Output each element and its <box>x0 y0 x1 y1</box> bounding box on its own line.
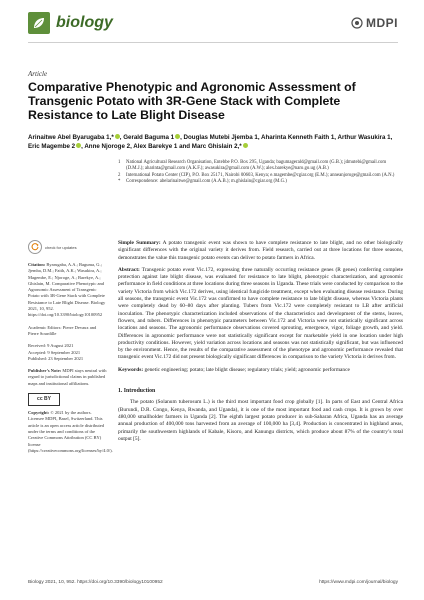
intro-paragraph: The potato (Solanum tuberosum L.) is the third most important food crop globally [1]. In parts of East and Central Africa (Burundi, D.R. Congo, Kenya, Rwanda, and Uganda), it is one of the most important food and cash crops. It is grown by over 480,000 smallholder farmers in Uganda [2]. The eighth largest potato producer in sub-Saharan Africa, Uganda has an average annual production of 400,000 tons harvested from an average of 100,000 ha [3,4]. Production is concentrated in highland areas, primarily the southwestern highlands of Kabale, Kisoro, and Kanungu districts, which produce about 87% of the country’s total output [5]. <box>118 399 403 442</box>
refresh-icon <box>28 240 42 254</box>
published-date: Published: 23 September 2021 <box>28 355 84 361</box>
section-heading: 1. Introduction <box>118 388 156 395</box>
footer-citation[interactable]: Biology 2021, 10, 952. https://doi.org/10.3390/biology10100952 <box>28 580 163 585</box>
author[interactable]: Arinaitwe Abel Byarugaba 1,* <box>28 134 114 141</box>
publisher-note: Publisher’s Note: MDPI stays neutral with regard to jurisdictional claims in published maps and institutional affiliations. <box>28 368 107 386</box>
check-updates-label: check for updates <box>45 244 77 250</box>
orcid-icon[interactable] <box>76 143 81 148</box>
page-footer <box>28 580 398 585</box>
journal-logo[interactable] <box>28 12 113 34</box>
publisher-logo[interactable] <box>351 16 398 30</box>
abstract: Abstract: Transgenic potato event Vic.172, expressing three naturally occurring resistance genes (R genes) conferring complete protection against late blight disease, was evaluated for resistance to late blight, phenotypic characterization, and agronomic performance in field conditions at three locations during three seasons in Uganda. These trials were conducted by comparison to the variety Victoria from which Vic.172 derives, using identical fungicide treatment, except when evaluating disease resistance. During all seasons, the transgenic event Vic.172 was confirmed to have complete resistance to late blight disease, whereas Victoria plants were completely dead by 60–80 days after planting. Tubers from Vic.172 were completely resistant to LB after artificial inoculation. The phenotypic characterization included observations of the characteristics and development of the stems, leaves, flowers, and tubers. Differences in phenotypic parameters between Vic.172 and Victoria were not statistically significant across locations and seasons. The agronomic performance observations covered sprouting, emergence, vigor, foliage growth, and yield. Differences in agronomic performance were not statistically significant except for marketable yield in one location under high productivity conditions. However, yield variation across locations and seasons was not statistically significant, but was influenced by the environment. Hence, the results of the comparative assessment of the phenotype and agronomic performance revealed that transgenic event Vic.172 did not present biologically significant differences in comparison to the variety Victoria it derives from. <box>118 266 403 361</box>
author[interactable]: Douglas Mutebi Jjemba 1 <box>183 134 258 141</box>
footer-journal-link[interactable]: https://www.mdpi.com/journal/biology <box>319 580 398 585</box>
journal-name: biology <box>56 14 113 31</box>
header-divider <box>28 42 398 43</box>
author[interactable]: Marc Ghislain 2,* <box>191 143 242 150</box>
cc-license-icon[interactable]: cc BY <box>28 393 60 406</box>
author-list: Arinaitwe Abel Byarugaba 1,* , Gerald Baguma 1 , Douglas Mutebi Jjemba 1, Aharinta Kenneth Faith 1, Arthur Wasukira 1, Eric Magembe 2 , Anne Njoroge 2, Alex Barekye 1 and Marc Ghislain 2,* <box>28 134 393 150</box>
article-sidebar <box>28 240 113 454</box>
author[interactable]: Eric Magembe 2 <box>28 143 76 150</box>
accepted-date: Accepted: 9 September 2021 <box>28 349 81 355</box>
author[interactable]: Arthur Wasukira 1 <box>337 134 391 141</box>
affiliations <box>118 160 403 185</box>
affiliation-item: 1 National Agricultural Research Organisation, Entebbe P.O. Box 295, Uganda; bagumagerald@gmail.com (G.B.); jdmutebi@gmail.com (D.M.J.); aharinta@gmail.com (A.K.F.); awasukira@gmail.com (A.W.); alex.barekye@naro.go.ug (A.B.) <box>118 160 387 172</box>
main-content <box>118 240 403 448</box>
orcid-icon[interactable] <box>115 134 120 139</box>
mdpi-icon <box>351 17 363 29</box>
author[interactable]: Gerald Baguma 1 <box>123 134 175 141</box>
article-title: Comparative Phenotypic and Agronomic Assessment of Transgenic Potato with 3R-Gene Stack with Complete Resistance to Late Blight Disease <box>28 80 356 122</box>
copyright-block: Copyright: © 2021 by the authors. Licensee MDPI, Basel, Switzerland. This article is an open access article distributed under the terms and conditions of the Creative Commons Attribution (CC BY) license (https://creativecommons.org/licenses/by/4.0/). <box>28 410 113 453</box>
article-type: Article <box>28 70 48 78</box>
publisher-name: MDPI <box>366 16 398 30</box>
affiliation-item: 2 International Potato Center (CIP), P.O. Box 25171, Nairobi 00603, Kenya; e.magembe@cgiar.org (E.M.); anneanjoroge@gmail.com (A.N.) <box>118 172 395 178</box>
orcid-icon[interactable] <box>243 143 248 148</box>
keywords: Keywords: genetic engineering; potato; late blight disease; regulatory trials; yield; agronomic performance <box>118 366 350 373</box>
leaf-icon <box>28 12 50 34</box>
author[interactable]: Alex Barekye 1 <box>133 143 178 150</box>
journal-header <box>28 8 398 42</box>
received-date: Received: 9 August 2021 <box>28 343 74 349</box>
orcid-icon[interactable] <box>175 134 180 139</box>
check-updates-button[interactable] <box>28 240 108 254</box>
author[interactable]: Aharinta Kenneth Faith 1 <box>261 134 335 141</box>
citation-block: Citation: Byarugaba, A.A.; Baguma, G.; Jjemba, D.M.; Faith, A.K.; Wasukira, A.; Magembe, E.; Njoroge, A.; Barekye, A.; Ghislain, M. Comparative Phenotypic and Agronomic Assessment of Transgenic Potato with 3R-Gene Stack with Complete Resistance to Late Blight Disease. Biology 2021, 10, 952. https://doi.org/10.3390/biology10100952 <box>28 262 106 318</box>
academic-editors: Academic Editors: Pierre Devaux and Pierre Sourdille <box>28 324 97 336</box>
author[interactable]: Anne Njoroge 2 <box>84 143 131 150</box>
correspondence: * Correspondence: abelarinaitwe@gmail.com (A.A.B.); m.ghislain@cgiar.org (M.G.) <box>118 178 287 184</box>
simple-summary: Simple Summary: A potato transgenic event was shown to have complete resistance to late blight, and no other biologically significant differences with the original variety it derives from. Field research, carried out at three locations for three seasons, demonstrates the value this transgenic potato events can deliver to potato farmers in Africa. <box>118 240 403 261</box>
